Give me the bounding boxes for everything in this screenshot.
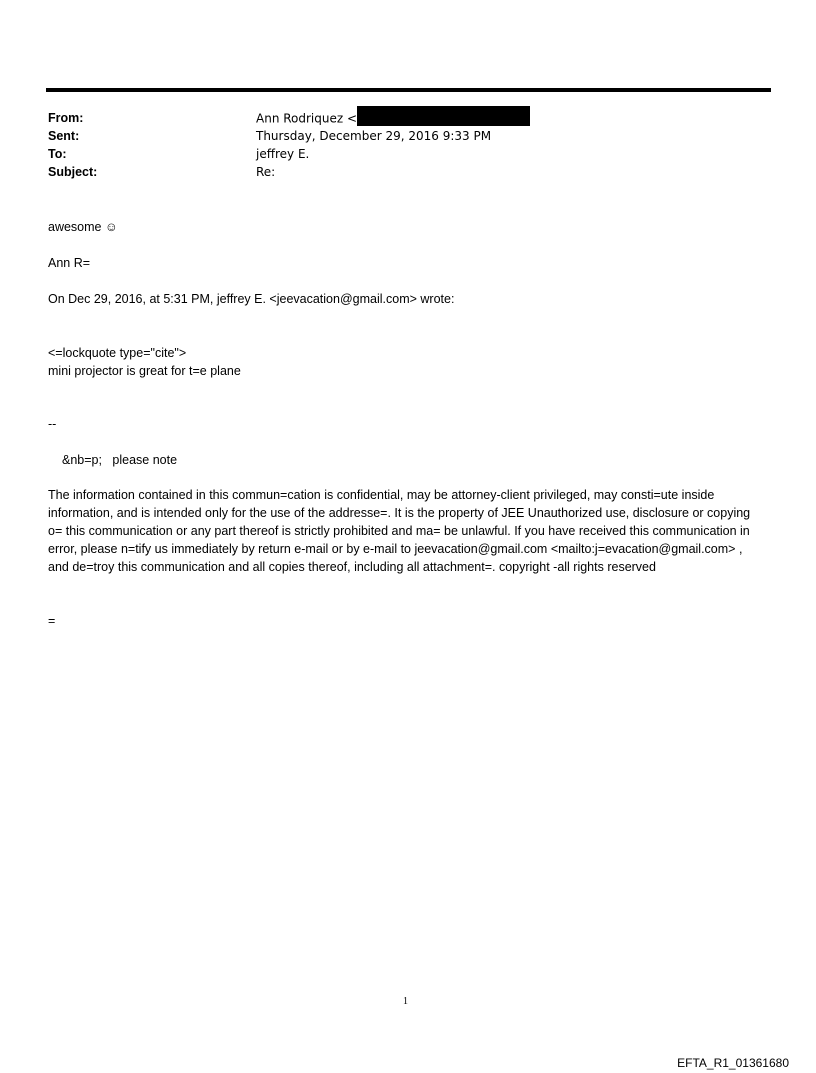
header-rule bbox=[46, 88, 771, 92]
signoff: Ann R= bbox=[48, 256, 91, 270]
sent-value: Thursday, December 29, 2016 9:33 PM bbox=[256, 129, 492, 143]
please-note: &nb=p; please note bbox=[62, 453, 178, 467]
bates-number: EFTA_R1_01361680 bbox=[677, 1056, 789, 1070]
separator: -- bbox=[48, 417, 57, 431]
to-label: To: bbox=[48, 147, 67, 161]
blockquote-tag: <=lockquote type="cite"> bbox=[48, 346, 187, 360]
page-number: 1 bbox=[403, 996, 408, 1007]
subject-value: Re: bbox=[256, 165, 276, 179]
from-value bbox=[256, 109, 530, 129]
subject-label: Subject: bbox=[48, 165, 98, 179]
greeting: awesome ☺ bbox=[48, 220, 118, 234]
quoted-line: mini projector is great for t=e plane bbox=[48, 364, 241, 378]
from-label: From: bbox=[48, 111, 84, 125]
from-name: Ann Rodriquez < bbox=[256, 111, 358, 126]
to-value: jeffrey E. bbox=[256, 147, 310, 161]
confidentiality-disclaimer: The information contained in this commun=cation is confidential, may be attorney-client privileged, may consti=ute inside information, and is intended only for the use of the addresse=. It is the property of JEE Unauthorized use, disclosure or copying o= this communication or any part thereof is strictly prohibited and ma= be unlawful. If you have received this communication in error, please n=tify us immediately by return e-mail or by e-mail to jeevacation@gmail.com <mailto:j=evacation@gmail.com> , and de=troy this communication and all copies thereof, including all attachment=. copyright -all rights reserved bbox=[48, 488, 751, 574]
trailer: = bbox=[48, 614, 56, 628]
redaction-box bbox=[357, 106, 530, 126]
quote-intro: On Dec 29, 2016, at 5:31 PM, jeffrey E. <jeevacation@gmail.com> wrote: bbox=[48, 292, 455, 306]
sent-label: Sent: bbox=[48, 129, 80, 143]
